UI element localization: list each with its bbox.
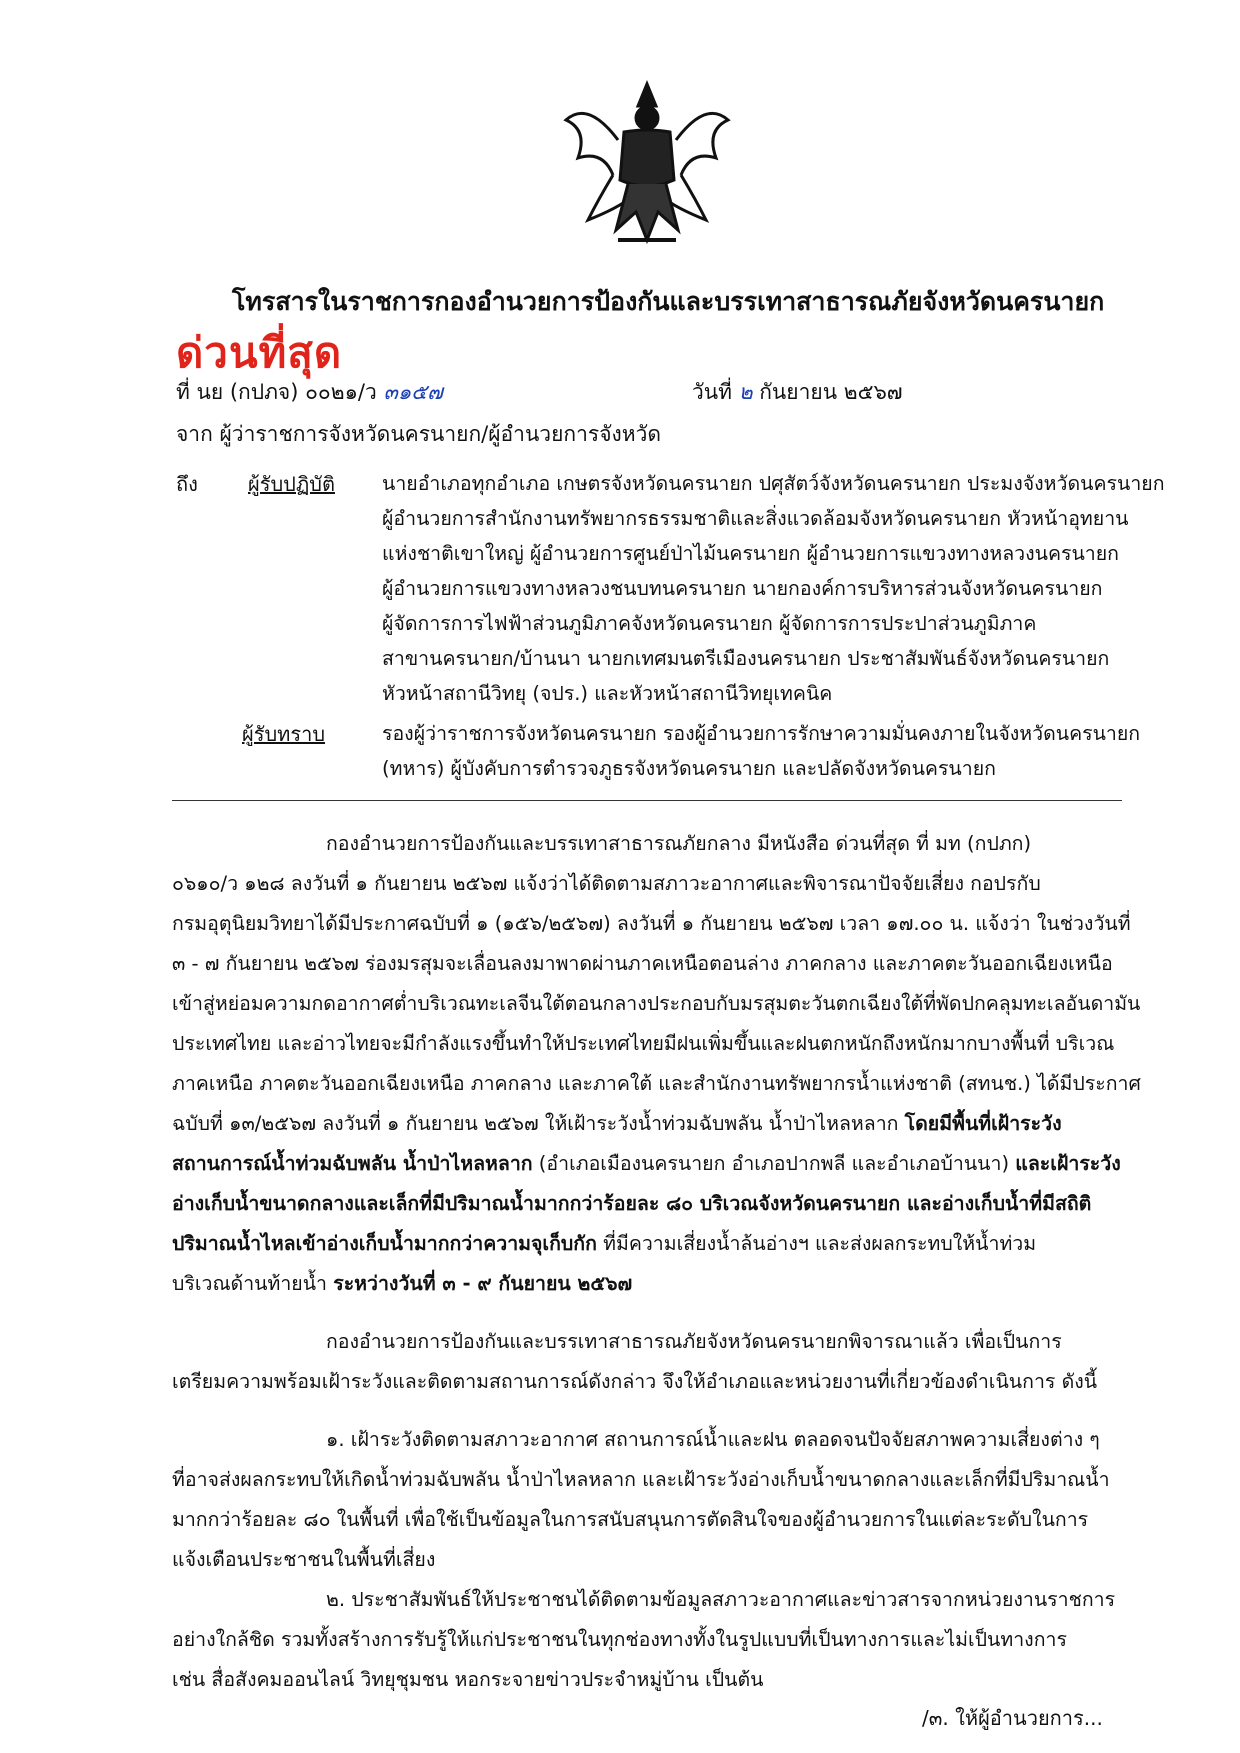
para1-bold-text: ระหว่างวันที่ ๓ - ๙ กันยายน ๒๕๖๗ [333,1272,633,1295]
para1-text: ฉบับที่ ๑๓/๒๕๖๗ ลงวันที่ ๑ กันยายน ๒๕๖๗ ให้เฝ้าระวังน้ำท่วมฉับพลัน น้ำป่าไหลหลาก [172,1112,905,1135]
recipients-label: ผู้รับปฏิบัติ [248,472,335,496]
acknowledge-line: (ทหาร) ผู้บังคับการตำรวจภูธรจังหวัดนครนายก และปลัดจังหวัดนครนายก [382,757,996,780]
para1-line: ประเทศไทย และอ่าวไทยจะมีกำลังแรงขึ้นทำให้ประเทศไทยมีฝนเพิ่มขึ้นและฝนตกหนักถึงหนักมากบางพื้นที่ บริเวณ [172,1032,1115,1055]
item2-line: ๒. ประชาสัมพันธ์ให้ประชาชนได้ติดตามข้อมูลสภาวะอากาศและข่าวสารจากหน่วยงานราชการ [326,1588,1116,1611]
para1-bold-text: และเฝ้าระวัง [1015,1152,1121,1175]
para1-text: (อำเภอเมืองนครนายก อำเภอปากพลี และอำเภอบ้านนา) [532,1152,1016,1175]
document-title: โทรสารในราชการกองอำนวยการป้องกันและบรรเทาสาธารณภัยจังหวัดนครนายก [232,287,1105,316]
recipients-line: ผู้อำนวยการแขวงทางหลวงชนบทนครนายก นายกองค์การบริหารส่วนจังหวัดนครนายก [382,577,1103,600]
date-prefix: วันที่ [692,380,732,404]
para2-line: เตรียมความพร้อมเฝ้าระวังและติดตามสถานการณ์ดังกล่าว จึงให้อำเภอและหน่วยงานที่เกี่ยวข้องดำเนินการ ดังนี้ [172,1370,1098,1393]
para1-line: ภาคเหนือ ภาคตะวันออกเฉียงเหนือ ภาคกลาง และภาคใต้ และสำนักงานทรัพยากรน้ำแห่งชาติ (สทนช.) ได้มีประกาศ [172,1072,1141,1095]
para1-line [172,1228,1036,1259]
reference-handwritten-number: ๓๑๕๗ [383,380,443,404]
para1-bold-text: โดยมีพื้นที่เฝ้าระวัง [904,1112,1062,1135]
para1-line: เข้าสู่หย่อมความกดอากาศต่ำบริเวณทะเลจีนใต้ตอนกลางประกอบกับมรสุมตะวันตกเฉียงใต้ที่พัดปกคลุมทะเลอันดามัน [172,992,1141,1015]
para1-line [172,1268,632,1299]
date-day: ๒ [738,380,753,404]
item1-line: มากกว่าร้อยละ ๘๐ ในพื้นที่ เพื่อใช้เป็นข้อมูลในการสนับสนุนการตัดสินใจของผู้อำนวยการในแต่ละระดับในการ [172,1508,1089,1531]
para1-line: ๐๖๑๐/ว ๑๒๘ ลงวันที่ ๑ กันยายน ๒๕๖๗ แจ้งว่าได้ติดตามสภาวะอากาศและพิจารณาปัจจัยเสี่ยง กอปรกับ [172,872,1041,895]
date-rest: กันยายน ๒๕๖๗ [759,380,903,404]
para1-line: ๓ - ๗ กันยายน ๒๕๖๗ ร่องมรสุมจะเลื่อนลงมาพาดผ่านภาคเหนือตอนล่าง ภาคกลาง และภาคตะวันออกเฉียงเหนือ [172,952,1113,975]
recipients-line: ผู้จัดการการไฟฟ้าส่วนภูมิภาคจังหวัดนครนายก ผู้จัดการการประปาส่วนภูมิภาค [382,612,1037,635]
para1-bold-text: ปริมาณน้ำไหลเข้าอ่างเก็บน้ำมากกว่าความจุเก็บกัก [172,1232,597,1255]
acknowledge-label: ผู้รับทราบ [242,722,326,746]
recipients-line: สาขานครนายก/บ้านนา นายกเทศมนตรีเมืองนครนายก ประชาสัมพันธ์จังหวัดนครนายก [382,647,1110,670]
from-line: จาก ผู้ว่าราชการจังหวัดนครนายก/ผู้อำนวยการจังหวัด [176,422,662,446]
document-date [692,376,903,409]
page-continuation: /๓. ให้ผู้อำนวยการ... [922,1706,1103,1730]
para1-line: อ่างเก็บน้ำขนาดกลางและเล็กที่มีปริมาณน้ำมากกว่าร้อยละ ๘๐ บริเวณจังหวัดนครนายก และอ่างเก็บน้ำที่มีสถิติ [172,1192,1092,1215]
item1-line: แจ้งเตือนประชาชนในพื้นที่เสี่ยง [172,1548,436,1571]
para1-line [172,1108,1062,1139]
acknowledge-line: รองผู้ว่าราชการจังหวัดนครนายก รองผู้อำนวยการรักษาความมั่นคงภายในจังหวัดนครนายก [382,722,1141,745]
recipients-line: แห่งชาติเขาใหญ่ ผู้อำนวยการศูนย์ป่าไม้นครนายก ผู้อำนวยการแขวงทางหลวงนครนายก [382,542,1119,565]
reference-number [176,376,443,409]
urgency-stamp: ด่วนที่สุด [176,328,343,377]
recipients-line: นายอำเภอทุกอำเภอ เกษตรจังหวัดนครนายก ปศุสัตว์จังหวัดนครนายก ประมงจังหวัดนครนายก [382,472,1165,495]
garuda-emblem-icon [558,80,736,254]
item2-line: เช่น สื่อสังคมออนไลน์ วิทยุชุมชน หอกระจายข่าวประจำหมู่บ้าน เป็นต้น [172,1668,764,1691]
para2-line: กองอำนวยการป้องกันและบรรเทาสาธารณภัยจังหวัดนครนายกพิจารณาแล้ว เพื่อเป็นการ [326,1330,1062,1353]
para1-line: กรมอุตุนิยมวิทยาได้มีประกาศฉบับที่ ๑ (๑๕๖/๒๕๖๗) ลงวันที่ ๑ กันยายน ๒๕๖๗ เวลา ๑๗.๐๐ น. แจ้งว่า ในช่วงวันที่ [172,912,1131,935]
para1-line [172,1148,1121,1179]
para1-text: บริเวณด้านท้ายน้ำ [172,1272,334,1295]
reference-prefix: ที่ นย (กปภจ) ๐๐๒๑/ว [176,380,377,404]
para1-bold-text: สถานการณ์น้ำท่วมฉับพลัน น้ำป่าไหลหลาก [172,1152,533,1175]
separator-line [172,800,1122,801]
item1-line: ที่อาจส่งผลกระทบให้เกิดน้ำท่วมฉับพลัน น้ำป่าไหลหลาก และเฝ้าระวังอ่างเก็บน้ำขนาดกลางและเล็กที่มีปริมาณน้ำ [172,1468,1110,1491]
para1-text: ที่มีความเสี่ยงน้ำล้นอ่างฯ และส่งผลกระทบให้น้ำท่วม [596,1232,1037,1255]
item2-line: อย่างใกล้ชิด รวมทั้งสร้างการรับรู้ให้แก่ประชาชนในทุกช่องทางทั้งในรูปแบบที่เป็นทางการและไม่เป็นทางการ [172,1628,1067,1651]
para1-line: กองอำนวยการป้องกันและบรรเทาสาธารณภัยกลาง มีหนังสือ ด่วนที่สุด ที่ มท (กปภก) [326,832,1032,855]
to-label: ถึง [176,472,198,496]
item1-line: ๑. เฝ้าระวังติดตามสภาวะอากาศ สถานการณ์น้ำและฝน ตลอดจนปัจจัยสภาพความเสี่ยงต่าง ๆ [326,1428,1100,1451]
recipients-line: ผู้อำนวยการสำนักงานทรัพยากรธรรมชาติและสิ่งแวดล้อมจังหวัดนครนายก หัวหน้าอุทยาน [382,507,1129,530]
recipients-line: หัวหน้าสถานีวิทยุ (จปร.) และหัวหน้าสถานีวิทยุเทคนิค [382,682,833,705]
